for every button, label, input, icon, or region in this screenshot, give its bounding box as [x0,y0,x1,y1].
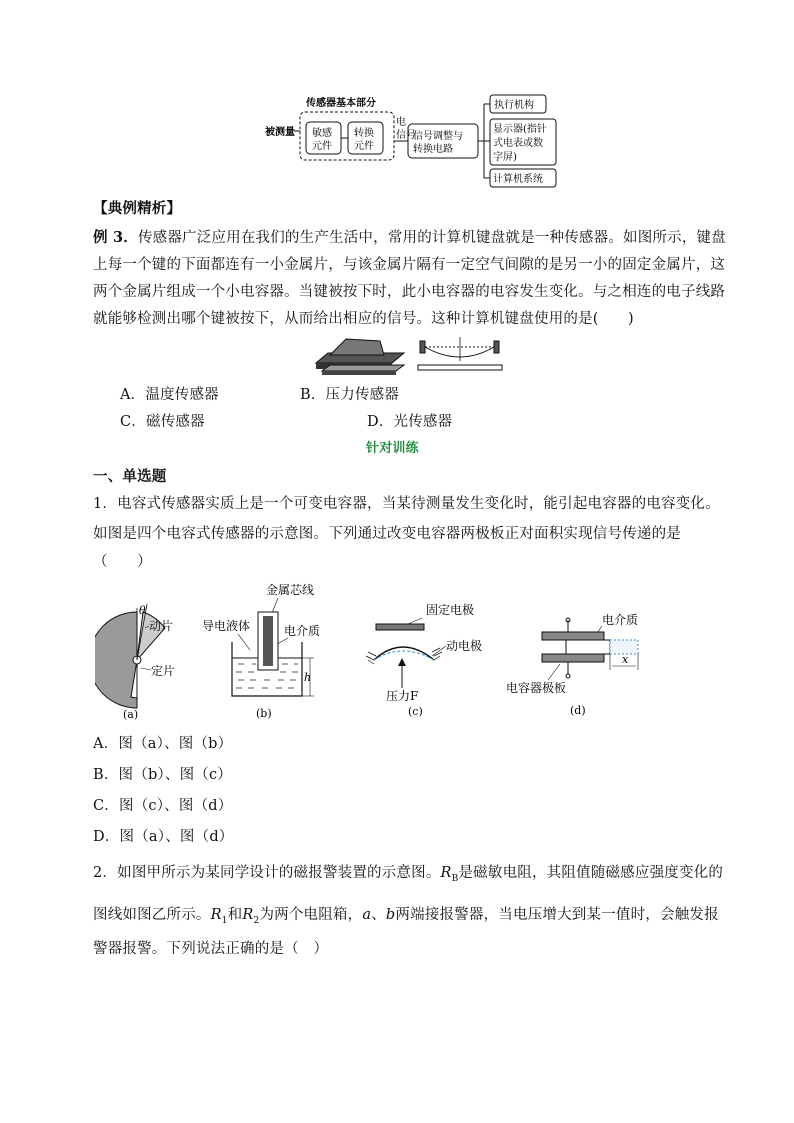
sensor-group-label: 传感器基本部分 [306,98,376,109]
signal-label-2: 信号 [396,130,416,141]
q1-option-a: A．图（a）、图（b） [93,736,233,752]
example-text-1: 传感器广泛应用在我们的生产生活中，常用的计算机键盘就是一种传感器。如图所示，键盘 [137,230,726,246]
fig-c-moving-label: 动电极 [446,639,483,653]
q1-figure-a [95,600,185,725]
q2-r1-sub: 1 [221,915,228,926]
fig-b-caption: (b) [256,707,272,720]
q1-option-c: C．图（c）、图（d） [93,798,233,814]
section-heading: 【典例精析】 [93,200,182,217]
q1-line-1: 1．电容式传感器实质上是一个可变电容器，当某待测量发生变化时，能引起电容器的电容变化。 [93,496,720,512]
fig-b-liquid-label: 导电液体 [202,619,251,633]
fig-a-moving-label: 动片 [149,619,174,633]
sensor-flowchart [258,92,568,192]
conversion-element-line2: 元件 [354,141,374,152]
q2-r2-sub: 2 [253,915,260,926]
q1-line-3: （ ） [93,554,152,570]
conversion-element-line1: 转换 [354,128,374,139]
q2-line-1 [93,861,723,884]
example-option-d: D．光传感器 [367,414,453,430]
display-line3: 字屏) [493,152,517,163]
example-line-4: 就能够检测出哪个键被按下，从而给出相应的信号。这种计算机键盘使用的是( ) [93,311,634,327]
fig-d-caption: (d) [570,704,586,717]
q2-text-1a: 2．如图甲所示为某同学设计的磁报警装置的示意图。 [93,865,441,881]
q1-option-d: D．图（a）、图（d） [93,829,234,845]
circuit-line1: 信号调整与 [413,131,463,142]
fig-b-dielectric-label: 电介质 [284,624,321,638]
q2-text-1b: 是磁敏电阻，其阻值随磁感应强度变化的 [458,865,724,881]
section-single-choice: 一、单选题 [93,468,167,485]
fig-c-caption: (c) [408,705,423,718]
fig-d-plate-label: 电容器极板 [506,681,567,695]
example-line-1 [93,226,726,247]
fig-a-fixed-label: 定片 [151,664,176,678]
q2-line-2 [93,903,719,926]
fig-b-h: h [304,671,312,684]
flow-input-label: 被测量 [265,127,295,138]
q2-r1: R [210,907,222,923]
circuit-line2: 转换电路 [413,144,453,155]
q2-r2: R [242,907,254,923]
example-label: 例 3． [93,229,138,246]
q2-sep: 、 [371,907,386,923]
q2-a: a [362,907,372,923]
q2-text-and: 和 [227,907,243,923]
keyboard-key-figure [312,333,508,378]
sensing-element-line1: 敏感 [312,128,332,139]
fig-a-caption: (a) [123,708,139,721]
q1-option-b: B．图（b）、图（c） [93,767,233,783]
fig-a-theta: θ [139,604,146,617]
q2-text-2c: 两端接报警器，当电压增大到某一值时，会触发报 [395,907,719,923]
training-title: 针对训练 [366,441,419,456]
example-line-2: 上每一个键的下面都连有一小金属片，与该金属片隔有一定空气间隙的是另一小的固定金属片，这 [93,257,726,273]
q2-b: b [385,907,396,923]
q2-rb: R [440,865,452,881]
q2-line-3: 警器报警。下列说法正确的是（ ） [93,941,329,957]
q1-line-2: 如图是四个电容式传感器的示意图。下列通过改变电容器两极板正对面积实现信号传递的是 [93,526,681,542]
q2-text-2b: 为两个电阻箱， [259,907,363,923]
signal-label-1: 电 [396,117,406,128]
actuator-label: 执行机构 [494,100,534,111]
example-option-b: B．压力传感器 [300,387,400,403]
fig-d-dielectric-label: 电介质 [602,613,639,627]
example-line-3: 两个金属片组成一个小电容器。当键被按下时，此小电容器的电容发生变化。与之相连的电子线路 [93,284,726,300]
fig-b-core-label: 金属芯线 [266,583,315,597]
display-line2: 式电表或数 [493,138,543,149]
computer-label: 计算机系统 [493,174,543,185]
q1-figure-c [362,598,492,725]
example-option-a: A．温度传感器 [120,387,219,403]
display-line1: 显示器(指针 [493,124,547,135]
fig-c-force-label: 压力F [386,689,419,703]
q1-figure-b [198,578,328,725]
sensing-element-line2: 元件 [312,141,332,152]
q1-figure-d [498,600,658,725]
q2-text-2a: 图线如图乙所示。 [93,907,211,923]
q2-rb-sub: B [451,873,459,884]
example-option-c: C．磁传感器 [120,414,205,430]
fig-c-fixed-label: 固定电极 [426,603,475,617]
fig-d-x: x [622,653,629,666]
